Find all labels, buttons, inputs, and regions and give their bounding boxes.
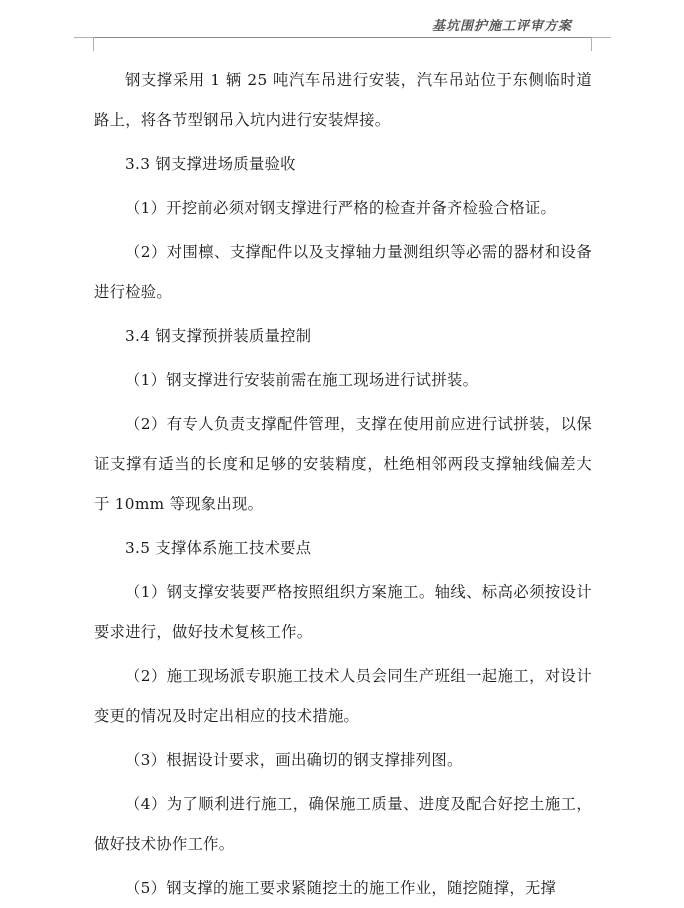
paragraph: 钢支撑采用 1 辆 25 吨汽车吊进行安装，汽车吊站位于东侧临时道路上，将各节型钢吊入坑内进行安装焊接。 [94, 71, 592, 129]
section-heading-3-4: 3.4 钢支撑预拼装质量控制 [125, 327, 312, 345]
paragraph: （1）开挖前必须对钢支撑进行严格的检查并备齐检验合格证。 [125, 199, 557, 217]
margin-mark-right [591, 37, 612, 51]
section-heading-3-3: 3.3 钢支撑进场质量验收 [125, 155, 296, 173]
paragraph: （2）对围檩、支撑配件以及支撑轴力量测组织等必需的器材和设备进行检验。 [94, 243, 592, 301]
paragraph: （1）钢支撑进行安装前需在施工现场进行试拼装。 [125, 371, 479, 389]
document-body [94, 60, 592, 908]
section-heading-3-5: 3.5 支撑体系施工技术要点 [125, 539, 312, 557]
paragraph: （2）有专人负责支撑配件管理，支撑在使用前应进行试拼装，以保证支撑有适当的长度和足够的安装精度，杜绝相邻两段支撑轴线偏差大于 10mm 等现象出现。 [94, 415, 592, 513]
paragraph: （3）根据设计要求，画出确切的钢支撑排列图。 [125, 751, 463, 769]
page-header-title: 基坑围护施工评审方案 [431, 19, 572, 34]
paragraph: （5）钢支撑的施工要求紧随挖土的施工作业，随挖随撑，无撑 [125, 879, 557, 897]
paragraph: （1）钢支撑安装要严格按照组织方案施工。轴线、标高必须按设计要求进行，做好技术复核工作。 [94, 583, 592, 641]
margin-mark-left [73, 37, 94, 51]
header-rule [93, 37, 591, 38]
paragraph: （4）为了顺利进行施工，确保施工质量、进度及配合好挖土施工，做好技术协作工作。 [94, 795, 592, 853]
paragraph: （2）施工现场派专职施工技术人员会同生产班组一起施工，对设计变更的情况及时定出相应的技术措施。 [94, 667, 592, 725]
